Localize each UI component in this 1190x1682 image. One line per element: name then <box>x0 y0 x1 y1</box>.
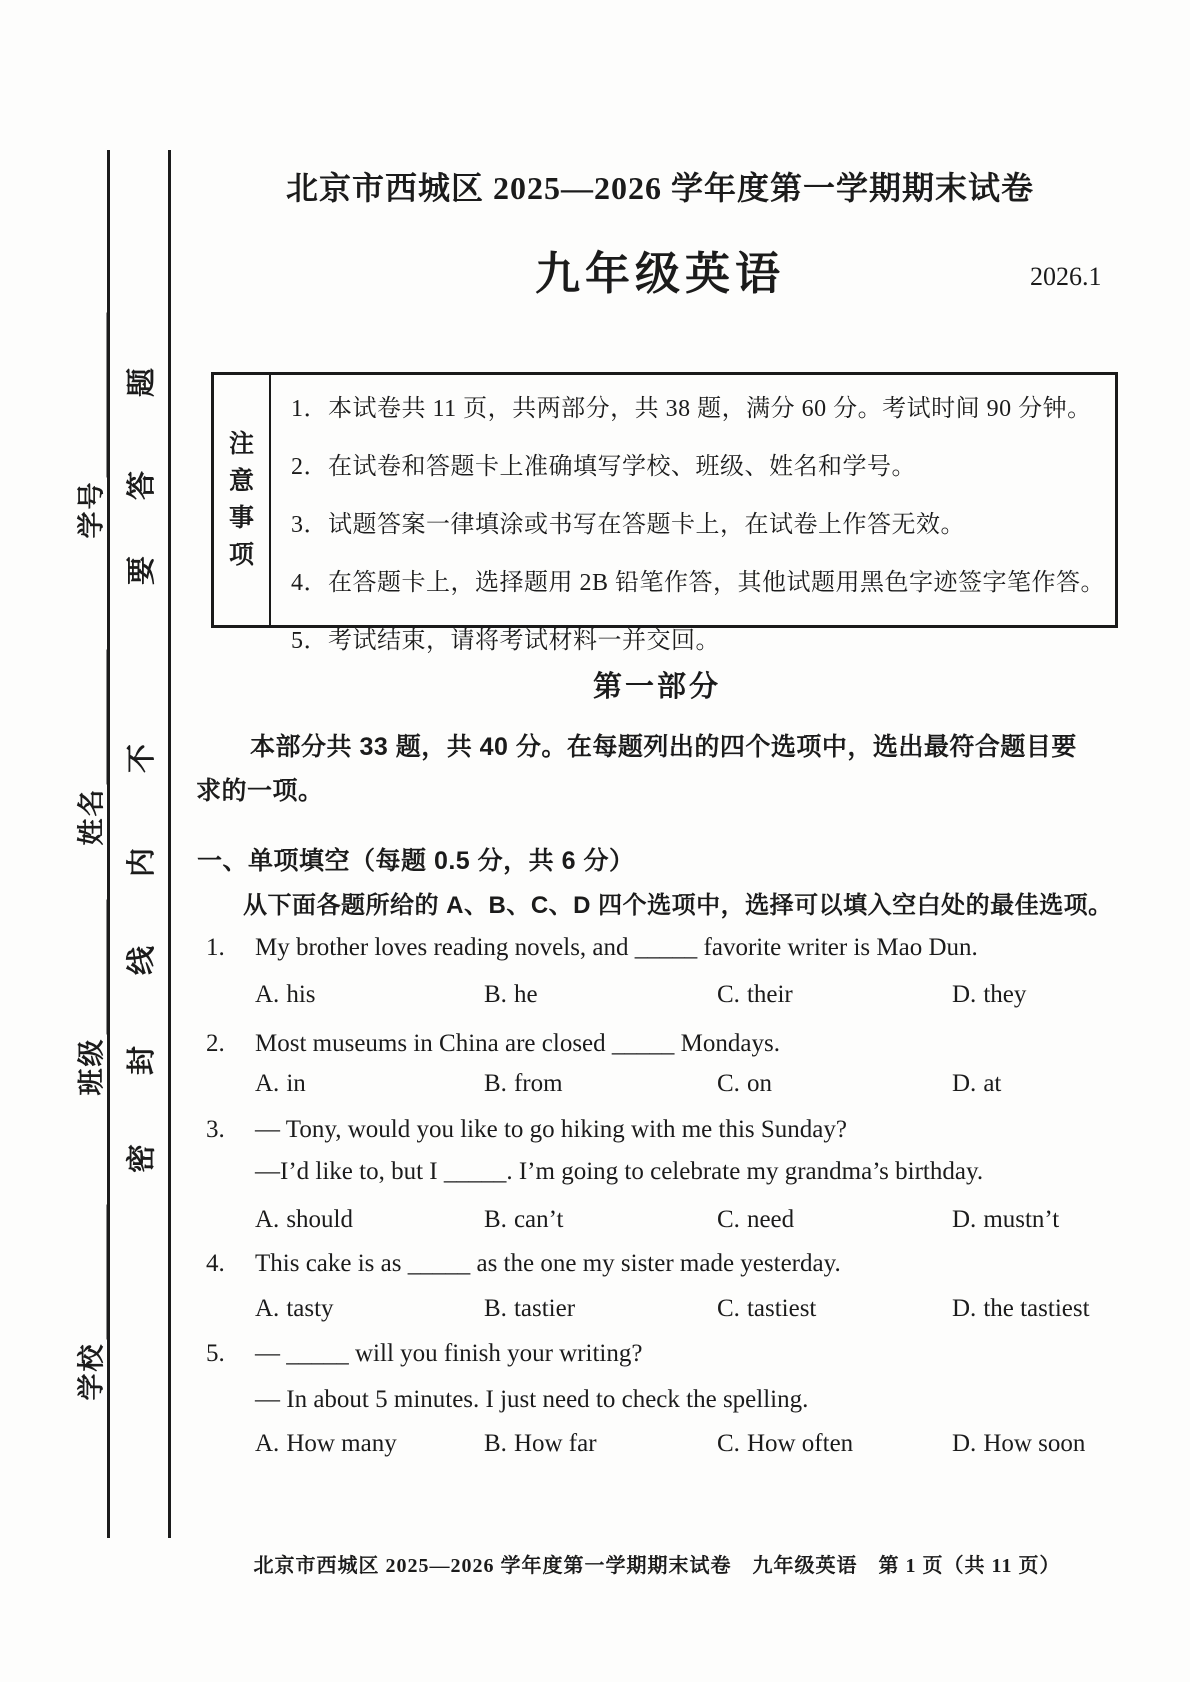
exam-title: 北京市西城区 2025—2026 学年度第一学期期末试卷 <box>285 170 1034 206</box>
option-letter: B. <box>484 1295 507 1322</box>
option-letter: B. <box>484 1430 507 1457</box>
option-text: the tastiest <box>983 1295 1090 1322</box>
notice-item: 2．在试卷和答题卡上准确填写学校、班级、姓名和学号。 <box>291 454 916 480</box>
question-5-stem-line2: — In about 5 minutes. I just need to check the spelling. <box>255 1386 809 1413</box>
option-b <box>484 1070 563 1098</box>
option-letter: A. <box>255 1430 280 1457</box>
option-text: on <box>746 1070 772 1097</box>
option-d <box>952 1070 1001 1098</box>
option-b <box>484 981 538 1009</box>
field-class <box>70 900 109 1096</box>
question-1-stem: My brother loves reading novels, and _____ favorite writer is Mao Dun. <box>255 934 978 961</box>
notice-item: 3．试题答案一律填涂或书写在答题卡上，在试卷上作答无效。 <box>291 512 965 538</box>
question-4-options <box>255 1295 1125 1327</box>
fill-in-line <box>81 650 109 785</box>
option-text: tastiest <box>746 1295 817 1322</box>
option-c <box>717 1070 772 1098</box>
option-d <box>952 1295 1090 1323</box>
option-text: from <box>513 1070 563 1097</box>
part1-intro-line2: 求的一项。 <box>196 777 324 805</box>
option-c <box>717 1430 853 1458</box>
option-text: in <box>286 1070 306 1097</box>
question-3-stem-line2: —I’d like to, but I _____. I’m going to celebrate my grandma’s birthday. <box>255 1158 984 1185</box>
seal-char: 答 <box>126 470 158 500</box>
field-name <box>70 650 109 846</box>
option-letter: D. <box>952 1430 977 1457</box>
option-text: mustn’t <box>983 1206 1060 1233</box>
notice-box-label <box>214 375 271 625</box>
option-letter: C. <box>717 1070 740 1097</box>
seal-char: 不 <box>126 743 158 773</box>
notice-item: 4．在答题卡上，选择题用 2B 铅笔作答，其他试题用黑色字迹签字笔作答。 <box>291 570 1106 596</box>
notice-item: 1．本试卷共 11 页，共两部分，共 38 题，满分 60 分。考试时间 90 分钟。 <box>291 396 1092 422</box>
field-student-number <box>70 313 109 539</box>
exam-date: 2026.1 <box>1030 262 1102 291</box>
option-letter: A. <box>255 981 280 1008</box>
question-5-options <box>255 1430 1125 1462</box>
question-4-number: 4. <box>206 1250 225 1277</box>
option-text: can’t <box>513 1206 564 1233</box>
option-d <box>952 1430 1085 1458</box>
option-c <box>717 981 793 1009</box>
notice-items <box>271 375 1115 654</box>
seal-char: 封 <box>126 1045 158 1075</box>
option-a <box>255 981 316 1009</box>
option-letter: C. <box>717 981 740 1008</box>
option-letter: B. <box>484 1206 507 1233</box>
section1-heading: 一、单项填空（每题 0.5 分，共 6 分） <box>197 847 635 875</box>
option-letter: D. <box>952 1206 977 1233</box>
notice-label-char: 项 <box>228 541 254 569</box>
option-a <box>255 1295 334 1323</box>
option-a <box>255 1070 306 1098</box>
notice-box <box>211 372 1118 654</box>
question-3-number: 3. <box>206 1116 225 1143</box>
option-text: his <box>286 981 316 1008</box>
seal-char: 内 <box>126 847 158 877</box>
option-text: How often <box>746 1430 854 1457</box>
option-d <box>952 1206 1059 1234</box>
student-info-fields <box>70 301 108 1406</box>
page-footer: 北京市西城区 2025—2026 学年度第一学期期末试卷 九年级英语 第 1 页（共 11 页） <box>253 1555 1061 1577</box>
option-text: How far <box>513 1430 597 1457</box>
option-letter: C. <box>717 1295 740 1322</box>
question-2-options <box>255 1070 1125 1102</box>
seal-line-text <box>119 365 158 1215</box>
section1-instruction: 从下面各题所给的 A、B、C、D 四个选项中，选择可以填入空白处的最佳选项。 <box>243 892 1113 919</box>
seal-char: 题 <box>126 367 158 397</box>
option-text: How many <box>286 1430 397 1457</box>
option-text: How soon <box>983 1430 1086 1457</box>
question-1-options <box>255 981 1125 1013</box>
option-d <box>952 981 1026 1009</box>
question-2-number: 2. <box>206 1030 225 1057</box>
option-b <box>484 1430 597 1458</box>
option-letter: D. <box>952 1070 977 1097</box>
field-label-student-number: 学号 <box>76 480 107 539</box>
notice-label-char: 注 <box>228 430 254 458</box>
question-2-stem: Most museums in China are closed _____ Mondays. <box>255 1030 780 1057</box>
option-text: tasty <box>286 1295 334 1322</box>
option-letter: B. <box>484 981 507 1008</box>
seal-line-right-rule <box>168 150 171 1538</box>
option-letter: A. <box>255 1206 280 1233</box>
option-a <box>255 1206 353 1234</box>
field-label-school: 学校 <box>76 1342 107 1401</box>
question-3-stem-line1: — Tony, would you like to go hiking with me this Sunday? <box>255 1116 847 1143</box>
field-label-name: 姓名 <box>76 787 107 846</box>
option-text: should <box>286 1206 353 1233</box>
option-letter: C. <box>717 1430 740 1457</box>
option-letter: A. <box>255 1070 280 1097</box>
option-text: need <box>746 1206 795 1233</box>
option-b <box>484 1206 563 1234</box>
option-letter: B. <box>484 1070 507 1097</box>
part1-intro-line1: 本部分共 33 题，共 40 分。在每题列出的四个选项中，选出最符合题目要 <box>250 733 1077 761</box>
notice-label-char: 事 <box>228 504 254 532</box>
option-letter: D. <box>952 1295 977 1322</box>
fill-in-line <box>81 313 109 478</box>
option-c <box>717 1295 816 1323</box>
exam-subject-title: 九年级英语 <box>534 249 785 299</box>
question-1-number: 1. <box>206 934 225 961</box>
option-letter: D. <box>952 981 977 1008</box>
option-b <box>484 1295 575 1323</box>
field-school <box>70 1205 109 1401</box>
option-c <box>717 1206 794 1234</box>
option-text: their <box>746 981 793 1008</box>
fill-in-line <box>81 1205 109 1340</box>
option-a <box>255 1430 397 1458</box>
option-text: he <box>513 981 538 1008</box>
notice-label-char: 意 <box>228 467 254 495</box>
part1-title: 第一部分 <box>592 671 721 703</box>
option-text: tastier <box>513 1295 576 1322</box>
question-3-options <box>255 1206 1125 1238</box>
option-text: they <box>983 981 1027 1008</box>
question-5-number: 5. <box>206 1340 225 1367</box>
seal-char: 密 <box>126 1143 158 1173</box>
option-letter: A. <box>255 1295 280 1322</box>
option-letter: C. <box>717 1206 740 1233</box>
question-4-stem: This cake is as _____ as the one my sister made yesterday. <box>255 1250 841 1277</box>
option-text: at <box>983 1070 1002 1097</box>
seal-char: 线 <box>126 945 158 975</box>
question-5-stem-line1: — _____ will you finish your writing? <box>255 1340 643 1367</box>
fill-in-line <box>81 900 109 1035</box>
notice-item: 5．考试结束，请将考试材料一并交回。 <box>291 628 720 654</box>
field-label-class: 班级 <box>76 1037 107 1096</box>
seal-char: 要 <box>126 555 158 585</box>
